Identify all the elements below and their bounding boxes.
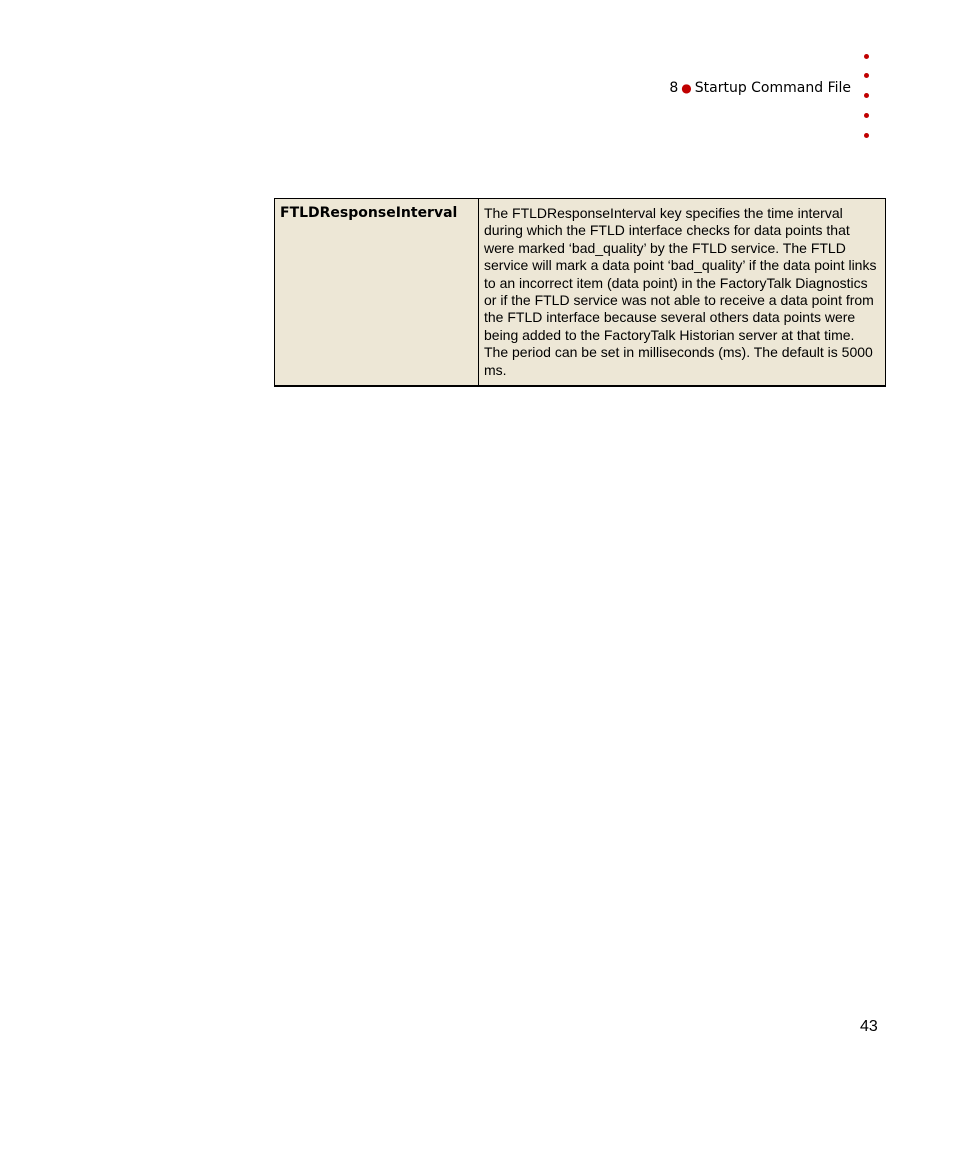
parameter-table	[274, 198, 886, 387]
chapter-title: Startup Command File	[694, 80, 851, 96]
running-header	[669, 78, 851, 98]
bullet-dot-icon	[864, 73, 869, 78]
header-bullet-icon: ●	[681, 81, 692, 95]
chapter-number: 8	[669, 80, 679, 96]
bullet-dot-icon	[864, 133, 869, 138]
parameter-name-cell: FTLDResponseInterval	[275, 199, 479, 387]
bullet-dot-icon	[864, 113, 869, 118]
bullet-dot-icon	[864, 54, 869, 59]
page-number: 43	[860, 1018, 878, 1035]
table-row	[275, 199, 886, 387]
bullet-dot-icon	[864, 93, 869, 98]
parameter-description-cell: The FTLDResponseInterval key specifies the time interval during which the FTLD interface checks for data points that were marked ‘bad_quality’ by the FTLD service. The FTLD service will mark a data point ‘bad_quality’ if the data point links to an incorrect item (data point) in the FactoryTalk Diagnostics or if the FTLD service was not able to receive a data point from the FTLD interface because several others data points were being added to the FactoryTalk Historian server at that time. The period can be set in milliseconds (ms). The default is 5000 ms.	[479, 199, 886, 387]
